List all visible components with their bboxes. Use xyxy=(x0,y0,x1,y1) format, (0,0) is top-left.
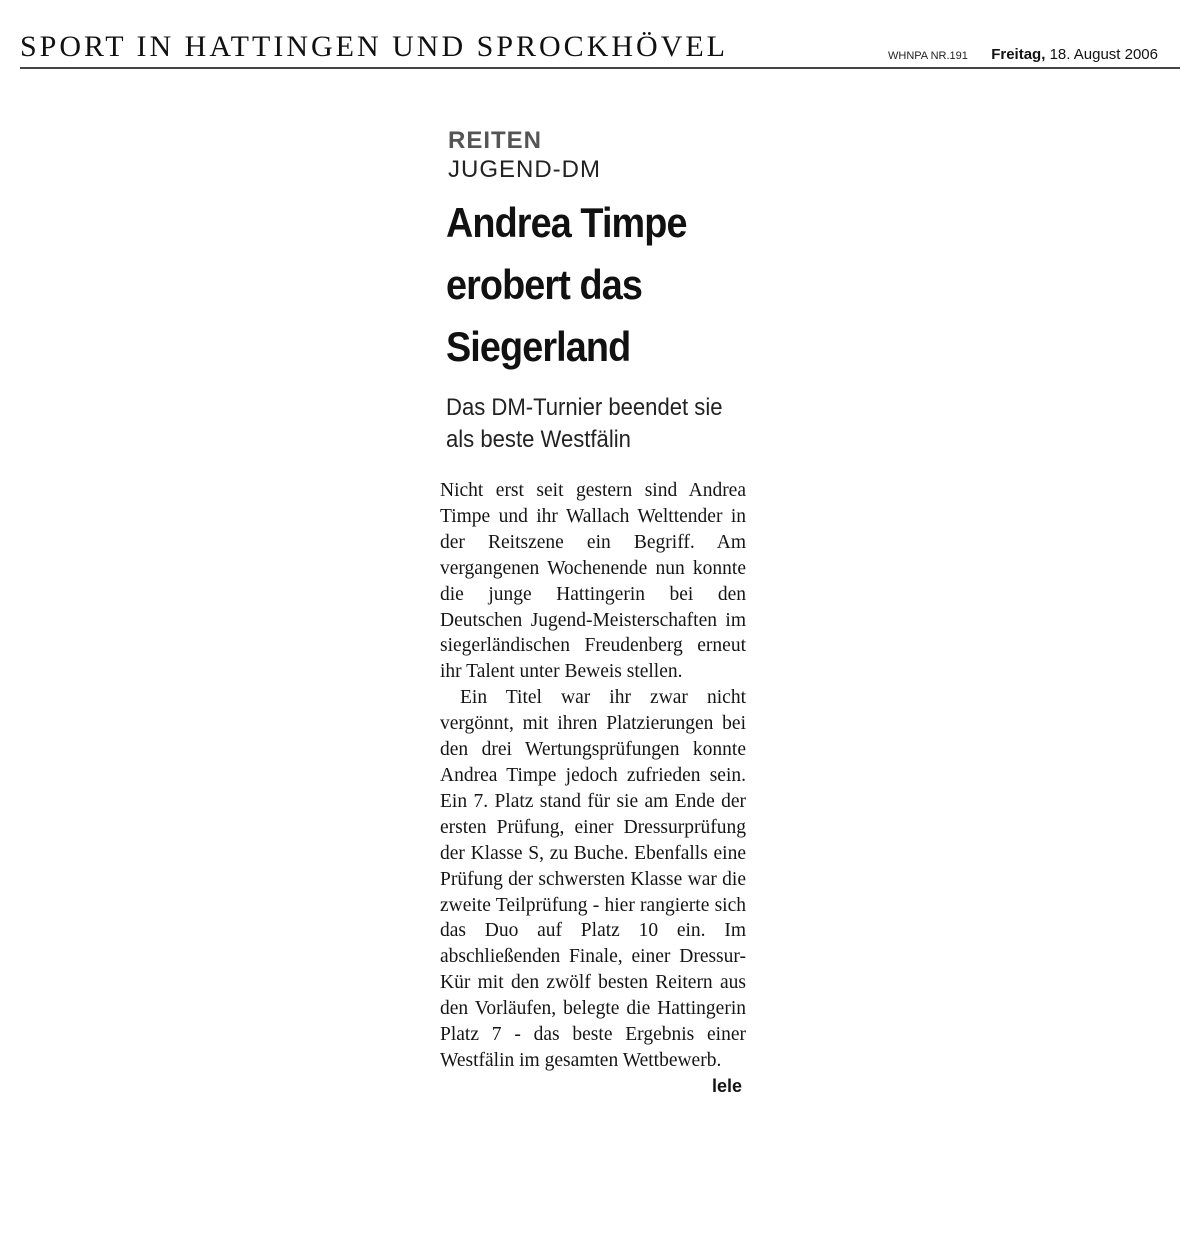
article-kicker: REITEN xyxy=(448,127,543,154)
article-subkicker: JUGEND-DM xyxy=(448,156,601,183)
article-paragraph-text: Ein Titel war ihr zwar nicht vergönnt, mit ihren Platzierungen bei den drei Wertungsprüfungen konnte Andrea Timpe jedoch zufrieden sein. Ein 7. Platz stand für sie am Ende der ersten Prüfung, einer Dressurprüfung der Klasse S, zu Buche. Ebenfalls eine Prüfung der schwersten Klasse war die zweite Teilprüfung - hier rangierte sich das Duo auf Platz 10 ein. Im abschließenden Finale, einer Dressur-Kür mit den zwölf besten Reitern aus den Vorläufen, belegte die Hattingerin Platz 7 - das beste Ergebnis einer Westfälin im gesamten Wettbewerb. xyxy=(440,687,746,1071)
issue-date-value: 18. August 2006 xyxy=(1049,46,1158,63)
article-paragraph xyxy=(440,685,746,1096)
article-headline: Andrea Timpe erobert das Siegerland xyxy=(446,199,687,370)
masthead-rule xyxy=(20,67,1180,69)
paper-id: WHNPA NR.191 xyxy=(888,50,968,62)
article xyxy=(440,126,750,1100)
article-byline: lele xyxy=(711,1075,742,1096)
article-subhead: Das DM-Turnier beendet sie als beste Westfälin xyxy=(446,394,723,453)
masthead xyxy=(20,30,1180,70)
article-body xyxy=(440,478,746,1096)
article-paragraph: Nicht erst seit gestern sind Andrea Timpe und ihr Wallach Welttender in der Reitszene ein Begriff. Am vergangenen Wochenende nun konnte die junge Hattingerin bei den Deutschen Jugend-Meisterschaften im siegerländischen Freudenberg erneut ihr Talent unter Beweis stellen. xyxy=(440,480,746,683)
issue-day-of-week: Freitag, xyxy=(991,46,1046,63)
issue-date xyxy=(991,46,1158,63)
section-title: SPORT IN HATTINGEN UND SPROCKHÖVEL xyxy=(20,30,729,63)
